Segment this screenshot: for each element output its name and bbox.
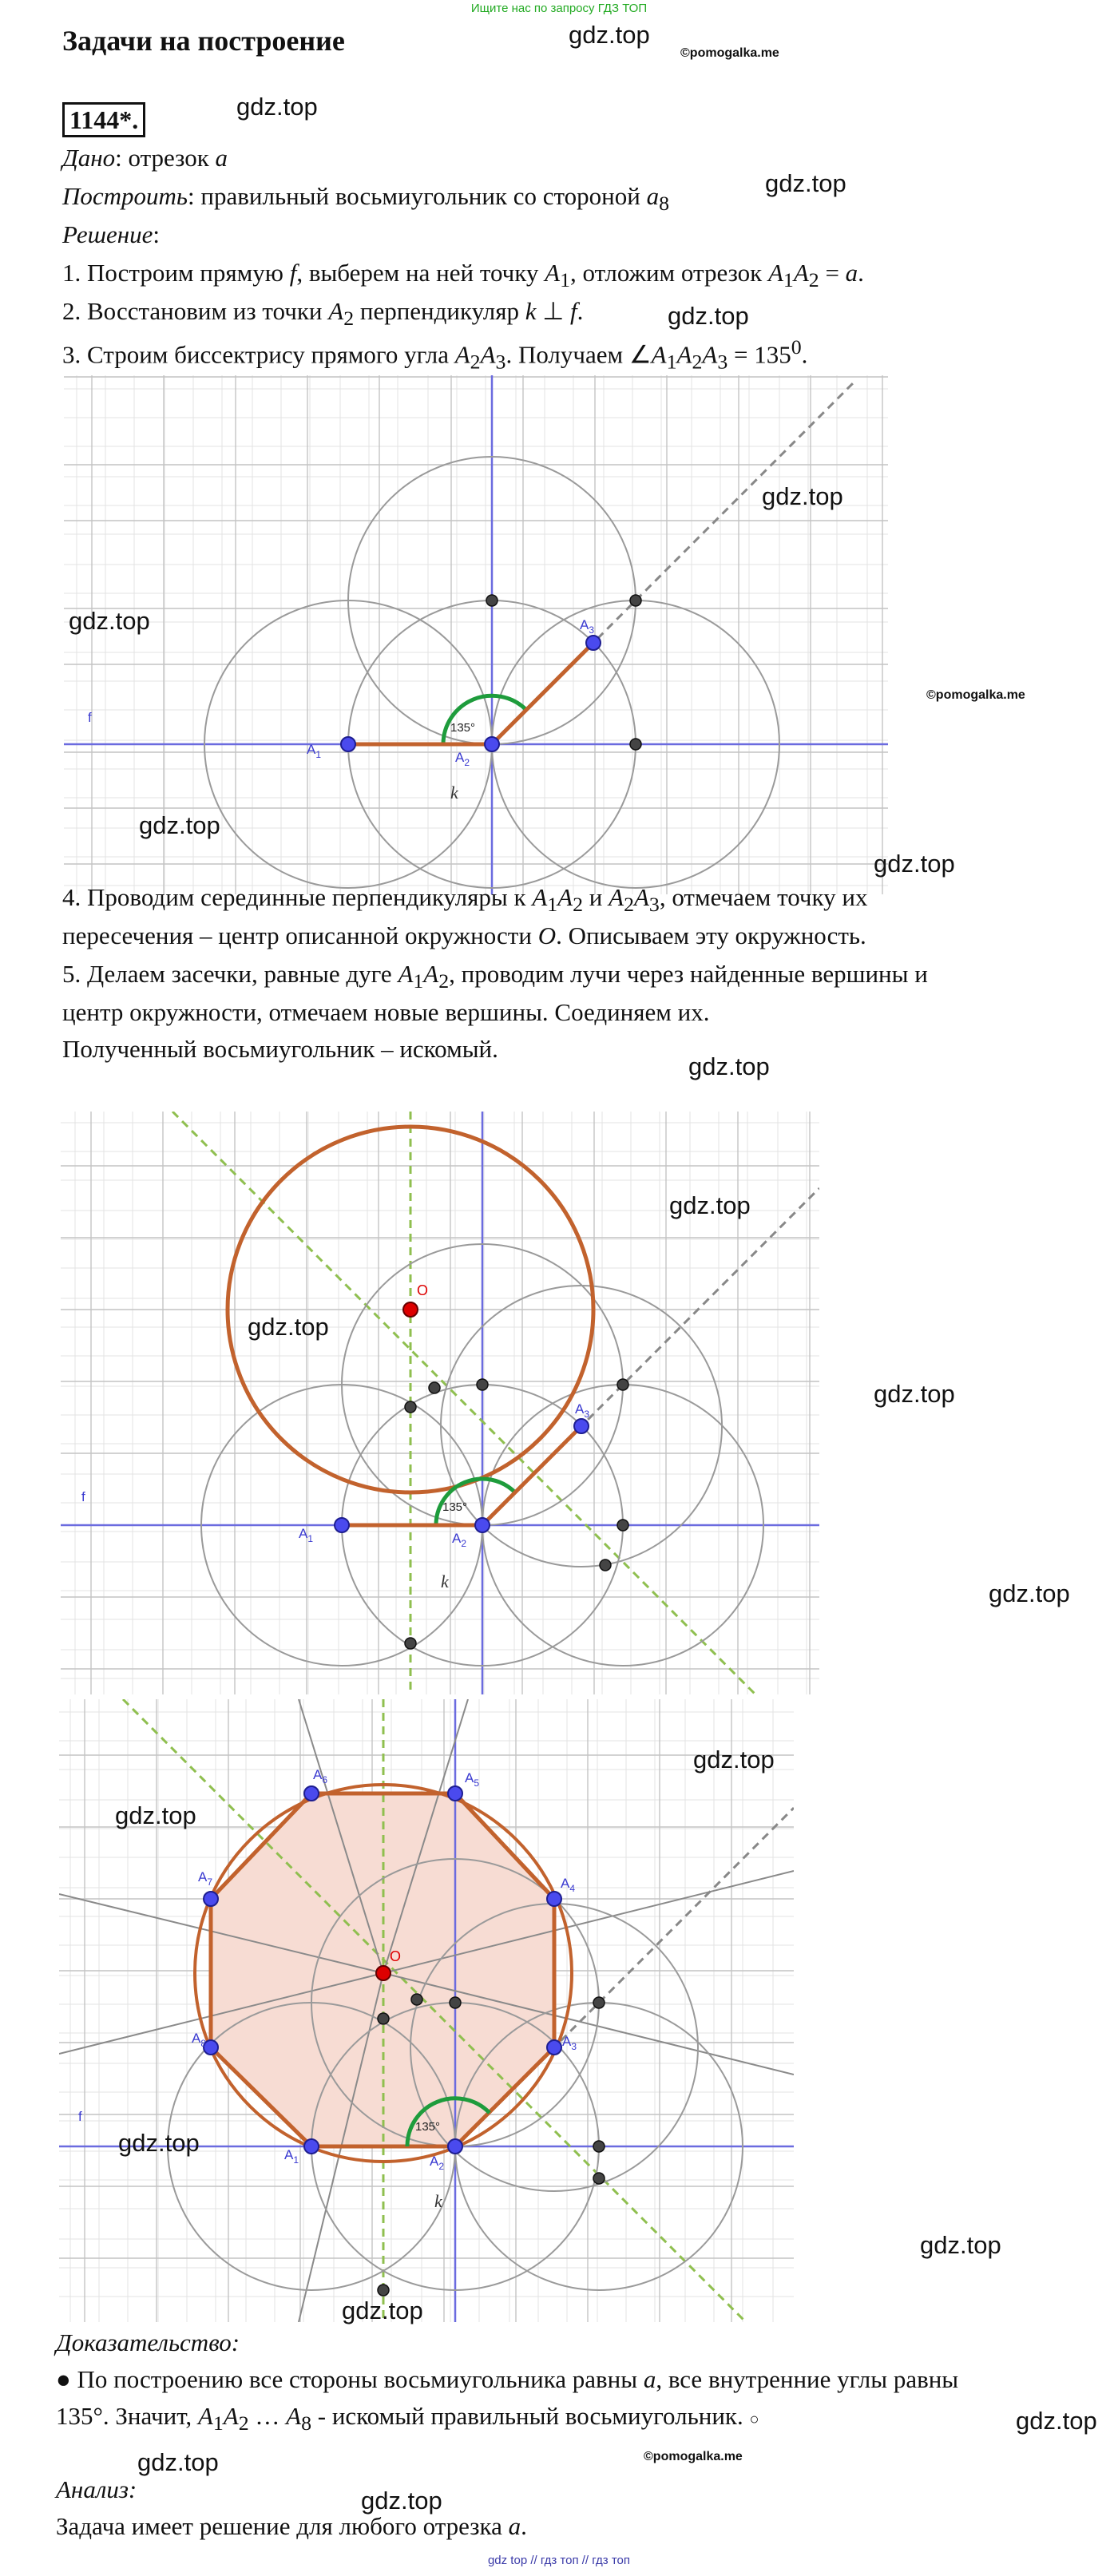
center-o[interactable] <box>403 1302 418 1317</box>
step-5-line-1: 5. Делаем засечки, равные дуге $A_1A_2$, проводим лучи через найденные вершины и <box>62 960 928 993</box>
point-a3[interactable] <box>574 1419 589 1433</box>
intersection-point <box>429 1382 440 1393</box>
proof-line-2: 135°. Значит, $A_1A_2$ … $A_8$ - искомый правильный восьмиугольник. ○ <box>56 2402 759 2435</box>
watermark-gdz: gdz.top <box>668 302 749 330</box>
intersection-point <box>593 1997 605 2008</box>
label-a3: $A_3$ <box>575 1401 590 1420</box>
label-k: k <box>450 783 458 803</box>
intersection-point <box>630 595 641 606</box>
point-a2[interactable] <box>475 1518 490 1532</box>
intersection-point <box>486 595 498 606</box>
analysis-label: Анализ: <box>56 2475 137 2503</box>
intersection-point <box>600 1559 611 1571</box>
intersection-point <box>593 2141 605 2152</box>
intersection-point <box>378 2013 389 2024</box>
label-a2: $A_2$ <box>430 2154 445 2172</box>
watermark-gdz: gdz.top <box>669 1191 751 1219</box>
solution-label: Решение: <box>62 220 160 248</box>
watermark-gdz: gdz.top <box>361 2487 442 2515</box>
intersection-point <box>450 1997 461 2008</box>
label-a3: $A_3$ <box>580 617 595 636</box>
footer-links[interactable]: gdz top // гдз топ // гдз топ <box>487 2554 631 2567</box>
page-title: Задачи на построение <box>62 25 345 57</box>
analysis-line: Задача имеет решение для любого отрезка a. <box>56 2512 527 2540</box>
point-a2[interactable] <box>485 737 499 751</box>
step-4-line-2: пересечения – центр описанной окружности O. Описываем эту окружность. <box>62 921 866 949</box>
label-a8: $A_8$ <box>192 2031 207 2049</box>
figure-3-octagon <box>59 1699 794 2322</box>
label-a5: $A_5$ <box>465 1770 480 1789</box>
intersection-point <box>617 1379 628 1390</box>
label-a7: $A_7$ <box>198 1869 213 1888</box>
intersection-point <box>378 2285 389 2296</box>
construct-line: Построить: правильный восьмиугольник со стороной $a_8$ <box>62 182 670 216</box>
watermark-gdz: gdz.top <box>137 2448 219 2476</box>
label-o: O <box>390 1948 402 1964</box>
watermark-gdz: gdz.top <box>115 1801 196 1829</box>
label-k: k <box>434 2191 442 2211</box>
watermark-pomogalka: ©pomogalka.me <box>926 688 1025 702</box>
problem-number: 1144*. <box>62 102 145 137</box>
vertex-a5[interactable] <box>448 1786 462 1801</box>
vertex-a2[interactable] <box>448 2139 462 2154</box>
step-1: 1. Построим прямую f, выберем на ней точку $A_1$, отложим отрезок $A_1A_2 = a$. <box>62 259 864 292</box>
vertex-a4[interactable] <box>547 1892 561 1906</box>
given-line: Дано: отрезок a <box>62 144 228 172</box>
label-o: O <box>417 1282 429 1298</box>
step-2: 2. Восстановим из точки $A_2$ перпендикуляр k ⊥ f. <box>62 297 584 331</box>
watermark-gdz: gdz.top <box>342 2297 423 2324</box>
vertex-a6[interactable] <box>304 1786 319 1801</box>
intersection-point <box>477 1379 488 1390</box>
segment-a2a3 <box>492 643 593 744</box>
label-a3: $A_3$ <box>562 2034 577 2052</box>
watermark-gdz: gdz.top <box>874 850 955 878</box>
point-a3[interactable] <box>586 636 601 650</box>
center-o[interactable] <box>376 1966 391 1980</box>
intersection-point <box>405 1638 416 1649</box>
label-a2: $A_2$ <box>455 750 470 768</box>
step-5-line-2: центр окружности, отмечаем новые вершины. Соединяем их. <box>62 998 710 1026</box>
watermark-pomogalka: ©pomogalka.me <box>680 46 779 60</box>
top-search-link[interactable]: Ищите нас по запросу ГДЗ ТОП <box>470 2 648 15</box>
vertex-a3[interactable] <box>547 2040 561 2055</box>
line-f-label: f <box>88 710 92 725</box>
point-a1[interactable] <box>335 1518 349 1532</box>
point-a1[interactable] <box>341 737 355 751</box>
angle-label: 135° <box>450 721 476 735</box>
label-a1: $A_1$ <box>299 1526 314 1544</box>
label-a1: $A_1$ <box>307 742 322 760</box>
label-a1: $A_1$ <box>284 2147 299 2166</box>
label-k: k <box>441 1571 449 1591</box>
watermark-gdz: gdz.top <box>920 2231 1001 2259</box>
vertex-a7[interactable] <box>204 1892 218 1906</box>
watermark-gdz: gdz.top <box>762 482 843 510</box>
step-4-line-1: 4. Проводим серединные перпендикуляры к $A_1A_2$ и $A_2A_3$, отмечаем точку их <box>62 883 868 917</box>
intersection-point <box>411 1994 422 2005</box>
angle-label: 135° <box>415 2120 441 2134</box>
segment-a2a3 <box>482 1426 581 1525</box>
watermark-gdz: gdz.top <box>693 1746 775 1773</box>
watermark-gdz: gdz.top <box>139 811 220 839</box>
proof-label: Доказательство: <box>56 2328 240 2356</box>
vertex-a1[interactable] <box>304 2139 319 2154</box>
watermark-gdz: gdz.top <box>688 1052 770 1080</box>
proof-line-1: ● По построению все стороны восьмиугольника равны a, все внутренние углы равны <box>56 2365 959 2393</box>
line-f-label: f <box>81 1489 85 1504</box>
watermark-gdz: gdz.top <box>118 2129 200 2157</box>
label-a2: $A_2$ <box>452 1531 467 1549</box>
label-a6: $A_6$ <box>313 1767 328 1785</box>
watermark-gdz: gdz.top <box>236 93 318 121</box>
watermark-gdz: gdz.top <box>248 1313 329 1341</box>
label-a4: $A_4$ <box>561 1876 576 1894</box>
watermark-gdz: gdz.top <box>569 21 650 49</box>
result-line: Полученный восьмиугольник – искомый. <box>62 1035 498 1063</box>
angle-label: 135° <box>442 1500 468 1514</box>
intersection-point <box>617 1520 628 1531</box>
watermark-gdz: gdz.top <box>1016 2407 1097 2435</box>
perp-bisector-a2a3 <box>172 1112 755 1694</box>
watermark-gdz: gdz.top <box>69 607 150 635</box>
watermark-gdz: gdz.top <box>989 1579 1070 1607</box>
intersection-point <box>630 739 641 750</box>
watermark-gdz: gdz.top <box>765 169 846 197</box>
intersection-point <box>593 2173 605 2184</box>
intersection-point <box>405 1401 416 1413</box>
watermark-gdz: gdz.top <box>874 1380 955 1408</box>
step-3: 3. Строим биссектрису прямого угла $A_2A_3$. Получаем $\angle A_1A_2A_3 = 135^0$. <box>62 335 808 374</box>
watermark-pomogalka: ©pomogalka.me <box>644 2450 743 2463</box>
line-f-label: f <box>78 2109 82 2124</box>
